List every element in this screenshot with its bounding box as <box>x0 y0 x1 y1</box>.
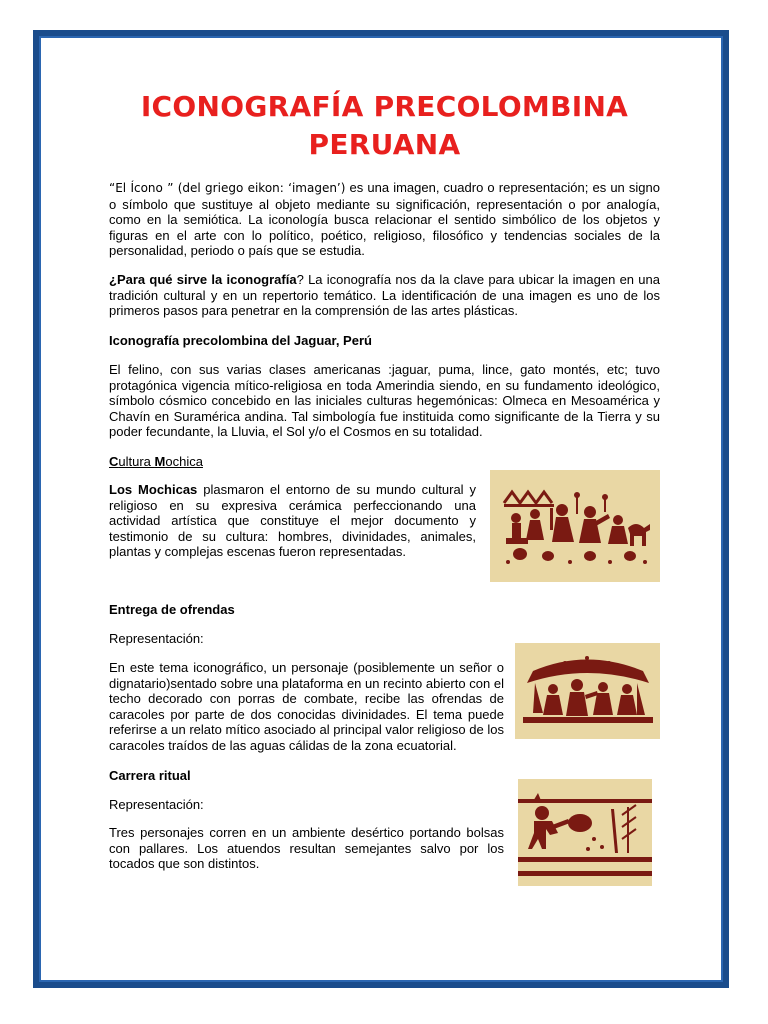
mochica-text: plasmaron el entorno de su mundo cultural y religioso en su expresiva cerámica perfeccionando una actividad artística que constituye el mejor documento y testimonio de su cultura: hombres, divinidades, animales, plantas y complejas escenas fueron representadas. <box>109 482 476 560</box>
mochica-heading: Cultura Mochica <box>109 454 203 469</box>
purpose-question: ¿Para qué sirve la iconografía <box>109 272 297 287</box>
ofrendas-illustration <box>515 643 660 739</box>
jaguar-paragraph: El felino, con sus varias clases americanas :jaguar, puma, lince, gato montés, etc; tuvo protagónica vigencia mítico-religiosa en toda Amerindia siendo, en su fundamento ideológico, símbolo cósmico concebido en las iniciales culturas hegemónicas: Olmeca en Mesoamérica y Chavín en Suramérica andina. Tal simbología fue instituida como significante de la Tierra y su poder fecundante, la Lluvia, el Sol y/o el Cosmos en su totalidad. <box>109 362 660 440</box>
intro-text: es una imagen, cuadro o representación; es un signo o símbolo que sustituye al objeto mediante su significación, representación o por analogía, como en la semiótica. La iconología busca relacionar el sentido simbólico de los objetos y figuras en el arte con lo político, poético, religioso, filosófico y tendencias sociales de la personalidad, periodo o país que se estudia. <box>109 180 660 259</box>
mochica-scene-illustration <box>490 470 660 582</box>
page-title-line1: ICONOGRAFÍA PRECOLOMBINA <box>140 90 629 123</box>
jaguar-heading: Iconografía precolombina del Jaguar, Perú <box>109 333 372 348</box>
ofrendas-heading: Entrega de ofrendas <box>109 602 235 617</box>
carrera-paragraph: Tres personajes corren en un ambiente desértico portando bolsas con pallares. Los atuendos resultan semejantes salvo por los tocados que son distintos. <box>109 825 504 872</box>
page-title-line2: PERUANA <box>308 128 461 161</box>
ofrendas-paragraph: En este tema iconográfico, un personaje (posiblemente un señor o dignatario)sentado sobre una plataforma en un recinto abierto con el techo decorado con porras de combate, recibe las ofrendas de caracoles por parte de dos conocidas divinidades. El tema puede referirse a un relato mítico asociado al principal valor religioso de los caracoles traídos de las aguas cálidas de la zona ecuatorial. <box>109 660 504 753</box>
carrera-illustration <box>518 779 652 886</box>
carrera-heading: Carrera ritual <box>109 768 191 783</box>
intro-quote: “El Ícono ” (del griego eikon: ‘imagen’) <box>109 181 346 195</box>
ofrendas-label: Representación: <box>109 631 204 646</box>
purpose-paragraph <box>109 272 660 319</box>
mochica-lead: Los Mochicas <box>109 482 198 497</box>
purpose-text: ? La iconografía nos da la clave para ubicar la imagen en una tradición cultural y en un repertorio temático. La identificación de una imagen es uno de los primeros pasos para penetrar en la comprensión de las artes plásticas. <box>109 272 660 319</box>
intro-paragraph <box>109 180 660 259</box>
carrera-label: Representación: <box>109 797 204 812</box>
mochica-paragraph <box>109 482 476 560</box>
